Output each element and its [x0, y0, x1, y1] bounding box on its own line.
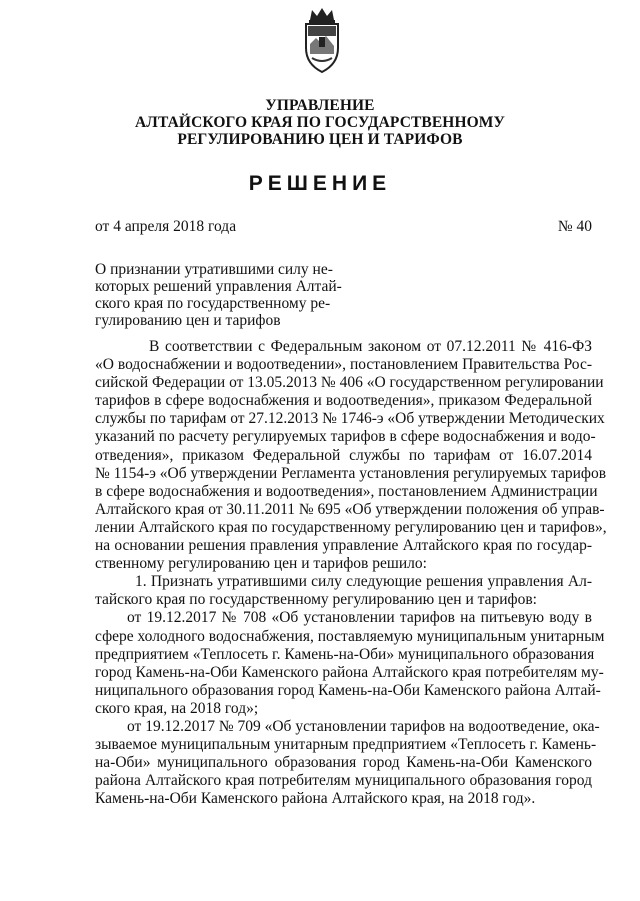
body-line: указаний по расчету регулируемых тарифов в сфере водоснабжения и водо- — [95, 428, 596, 446]
body-line: № 1154-э «Об утверждении Регламента установления регулируемых тарифов — [95, 464, 607, 482]
body-line: зываемое муниципальным унитарным предприятием «Теплосеть г. Камень- — [95, 736, 597, 754]
org-name-line-1: УПРАВЛЕНИЕ — [265, 97, 375, 114]
body-line: на основании решения правления управление Алтайского края по государ- — [95, 537, 592, 555]
body-line: «О водоснабжении и водоотведении», постановлением Правительства Рос- — [95, 356, 592, 374]
document-date: от 4 апреля 2018 года — [95, 218, 237, 235]
document-body — [95, 338, 607, 808]
body-line: Камень-на-Оби Каменского района Алтайского края, на 2018 год». — [95, 790, 536, 808]
body-line: лении Алтайского края по государственному регулированию цен и тарифов», — [95, 518, 607, 536]
document-number: № 40 — [557, 218, 592, 235]
subject-line: гулированию цен и тарифов — [95, 312, 281, 329]
body-line: от 19.12.2017 № 708 «Об установлении тарифов на питьевую воду в — [127, 609, 592, 627]
body-line: сфере холодного водоснабжения, поставляемую муниципальным унитарным — [95, 627, 605, 645]
document-subject — [95, 261, 342, 329]
org-name-line-2: АЛТАЙСКОГО КРАЯ ПО ГОСУДАРСТВЕННОМУ — [135, 114, 505, 131]
body-line: района Алтайского края потребителям муниципального образования город — [95, 772, 592, 790]
body-line: предприятием «Теплосеть г. Камень-на-Оби» муниципального образования — [95, 645, 595, 663]
body-line: ственному регулированию цен и тарифов решило: — [95, 555, 427, 573]
subject-line: которых решений управления Алтай- — [95, 278, 342, 295]
body-line: службы по тарифам от 27.12.2013 № 1746-э «Об утверждении Методических — [95, 410, 605, 428]
body-line: В соответствии с Федеральным законом от 07.12.2011 № 416-ФЗ — [149, 338, 592, 355]
body-line: сийской Федерации от 13.05.2013 № 406 «О государственном регулировании — [95, 374, 604, 392]
body-line: город Камень-на-Оби Каменского района Алтайского края потребителям му- — [95, 663, 604, 681]
body-line: тарифов в сфере водоснабжения и водоотведения», приказом Федеральной — [95, 392, 592, 410]
body-line: отведения», приказом Федеральной службы по тарифам от 16.07.2014 — [95, 446, 592, 464]
body-line: ского края, на 2018 год»; — [95, 699, 259, 717]
body-line: в сфере водоснабжения и водоотведения», постановлением Администрации — [95, 482, 598, 500]
subject-line: ского края по государственному ре- — [95, 295, 331, 312]
document-title: РЕШЕНИЕ — [248, 172, 392, 195]
body-line: ниципального образования город Камень-на-Оби Каменского района Алтай- — [95, 681, 601, 699]
org-name-line-3: РЕГУЛИРОВАНИЮ ЦЕН И ТАРИФОВ — [177, 131, 463, 148]
body-line: от 19.12.2017 № 709 «Об установлении тарифов на водоотведение, ока- — [127, 717, 600, 735]
body-line: 1. Признать утратившими силу следующие решения управления Ал- — [135, 573, 592, 591]
coat-of-arms-icon — [298, 6, 346, 76]
body-line: на-Оби» муниципального образования город Камень-на-Оби Каменского — [95, 754, 592, 772]
subject-line: О признании утратившими силу не- — [95, 261, 333, 278]
body-line: тайского края по государственному регулированию цен и тарифов: — [95, 591, 537, 609]
body-line: Алтайского края от 30.11.2011 № 695 «Об утверждении положения об управ- — [95, 500, 605, 518]
